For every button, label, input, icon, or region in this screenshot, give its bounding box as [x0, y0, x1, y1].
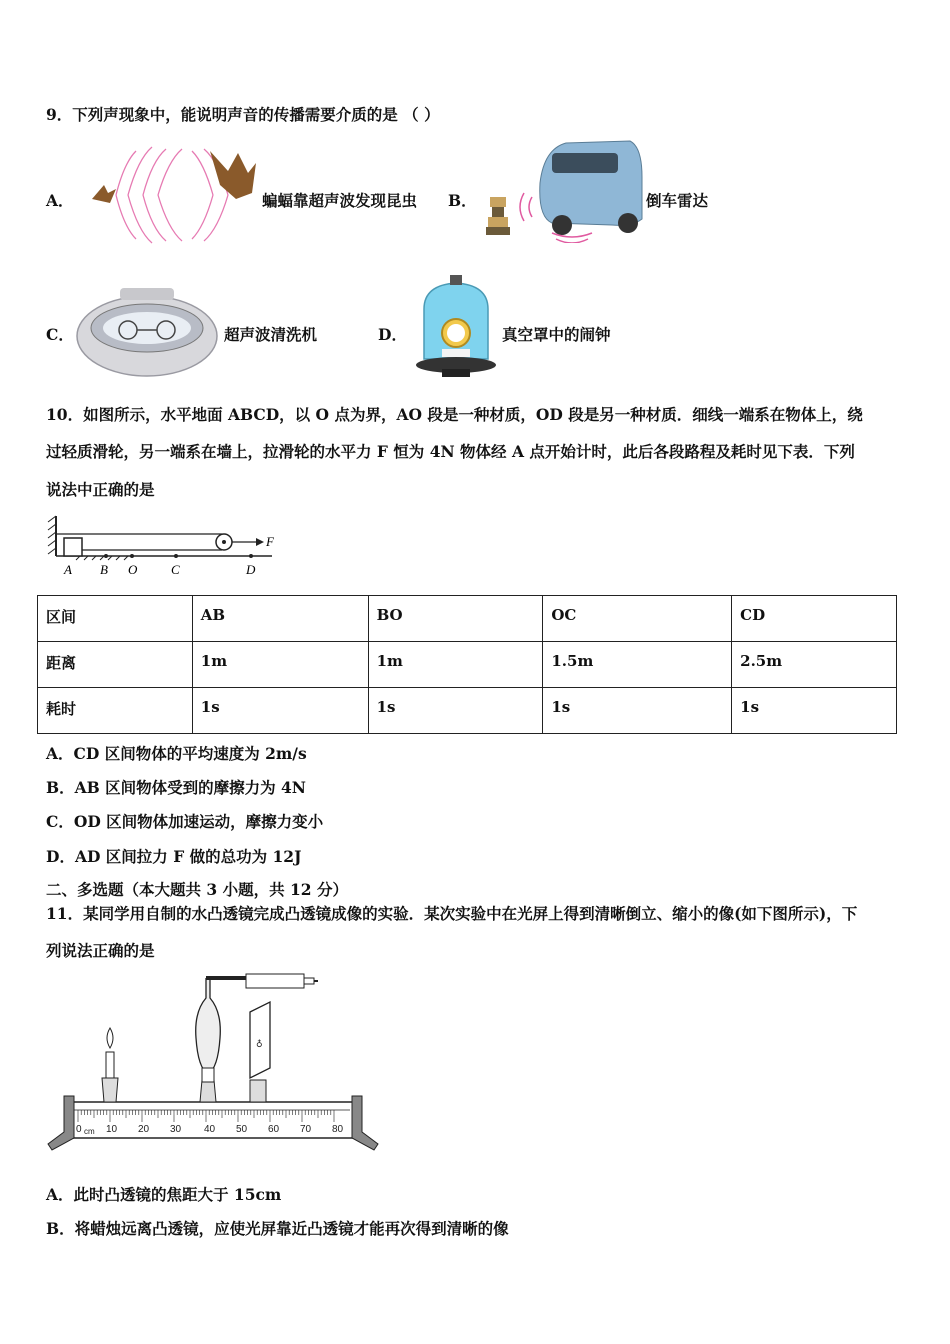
ruler-label: 50 [236, 1124, 248, 1135]
ruler-label: 80 [332, 1124, 344, 1135]
q11-optical-bench-diagram [46, 972, 380, 1154]
ruler-label: 70 [300, 1124, 312, 1135]
q9-option-b-text: 倒车雷达 [646, 191, 709, 210]
q9-option-b-letter[interactable]: B． [448, 191, 477, 210]
label-B: B [100, 562, 108, 577]
q11-option-b[interactable]: B．将蜡烛远离凸透镜，应使光屏靠近凸透镜才能再次得到清晰的像 [46, 1219, 509, 1238]
ruler-label: 20 [138, 1124, 150, 1135]
label-D: D [246, 562, 256, 577]
table-row [38, 596, 897, 642]
reversing-radar-image [482, 137, 646, 243]
q11-stem-line2: 列说法正确的是 [46, 941, 155, 960]
candle [102, 1028, 118, 1102]
vacuum-bell-jar-image [412, 273, 500, 381]
q11-option-a[interactable]: A．此时凸透镜的焦距大于 15cm [46, 1185, 282, 1204]
q10-stem-line2: 过轻质滑轮，另一端系在墙上，拉滑轮的水平力 F 恒为 4N 物体经 A 点开始计时，此后各段路程及耗时见下表．下列 [46, 442, 855, 461]
q11-stem-line1: 11．某同学用自制的水凸透镜完成凸透镜成像的实验．某次实验中在光屏上得到清晰倒立、缩小的像(如下图所示)，下 [46, 904, 858, 923]
table-cell: AB [192, 596, 368, 642]
q10-stem-line3: 说法中正确的是 [46, 480, 155, 499]
table-cell: BO [368, 596, 543, 642]
label-F: F [266, 534, 274, 549]
q10-option-c[interactable]: C．OD 区间物体加速运动，摩擦力变小 [46, 812, 324, 831]
table-cell: 1m [368, 642, 543, 688]
ruler-label: 0 [76, 1124, 82, 1135]
table-row [38, 642, 897, 688]
ruler-label: 40 [204, 1124, 216, 1135]
q9-option-d-text: 真空罩中的闹钟 [502, 325, 611, 344]
q9-option-c-letter[interactable]: C． [46, 325, 74, 344]
table-cell: 1m [192, 642, 368, 688]
ruler-label: 10 [106, 1124, 118, 1135]
q10-pulley-diagram [46, 512, 286, 582]
table-cell: 1s [543, 688, 732, 734]
table-cell: 距离 [38, 642, 193, 688]
table-cell: OC [543, 596, 732, 642]
bat-ultrasound-image [88, 143, 260, 245]
water-lens [196, 978, 246, 1102]
table-cell: 区间 [38, 596, 193, 642]
ruler-label: 30 [170, 1124, 182, 1135]
ruler-label: 60 [268, 1124, 280, 1135]
label-A: A [64, 562, 72, 577]
svg-text:♁: ♁ [256, 1039, 263, 1049]
light-screen [250, 1002, 270, 1102]
ruler-label: cm [84, 1127, 95, 1136]
q10-option-a[interactable]: A．CD 区间物体的平均速度为 2m/s [46, 744, 307, 763]
table-row [38, 688, 897, 734]
q10-option-d[interactable]: D．AD 区间拉力 F 做的总功为 12J [46, 847, 302, 866]
q10-stem-line1: 10．如图所示，水平地面 ABCD，以 O 点为界，AO 段是一种材质，OD 段是另一种材质．细线一端系在物体上，绕 [46, 405, 863, 424]
section-heading: 二、多选题（本大题共 3 小题，共 12 分） [46, 880, 348, 899]
syringe [246, 974, 318, 988]
q9-option-a-letter[interactable]: A． [46, 191, 74, 210]
table-cell: 2.5m [732, 642, 897, 688]
q10-table [37, 595, 897, 734]
table-cell: 耗时 [38, 688, 193, 734]
q9-option-a-text: 蝙蝠靠超声波发现昆虫 [262, 191, 418, 210]
q9-option-d-letter[interactable]: D． [378, 325, 407, 344]
label-O: O [128, 562, 138, 577]
label-C: C [171, 562, 180, 577]
table-cell: 1s [192, 688, 368, 734]
q9-option-c-text: 超声波清洗机 [224, 325, 318, 344]
q10-option-b[interactable]: B．AB 区间物体受到的摩擦力为 4N [46, 778, 306, 797]
table-cell: 1s [732, 688, 897, 734]
q9-stem: 9．下列声现象中，能说明声音的传播需要介质的是 （ ） [46, 105, 440, 124]
ultrasonic-cleaner-image [72, 284, 222, 382]
table-cell: 1.5m [543, 642, 732, 688]
table-cell: 1s [368, 688, 543, 734]
table-cell: CD [732, 596, 897, 642]
